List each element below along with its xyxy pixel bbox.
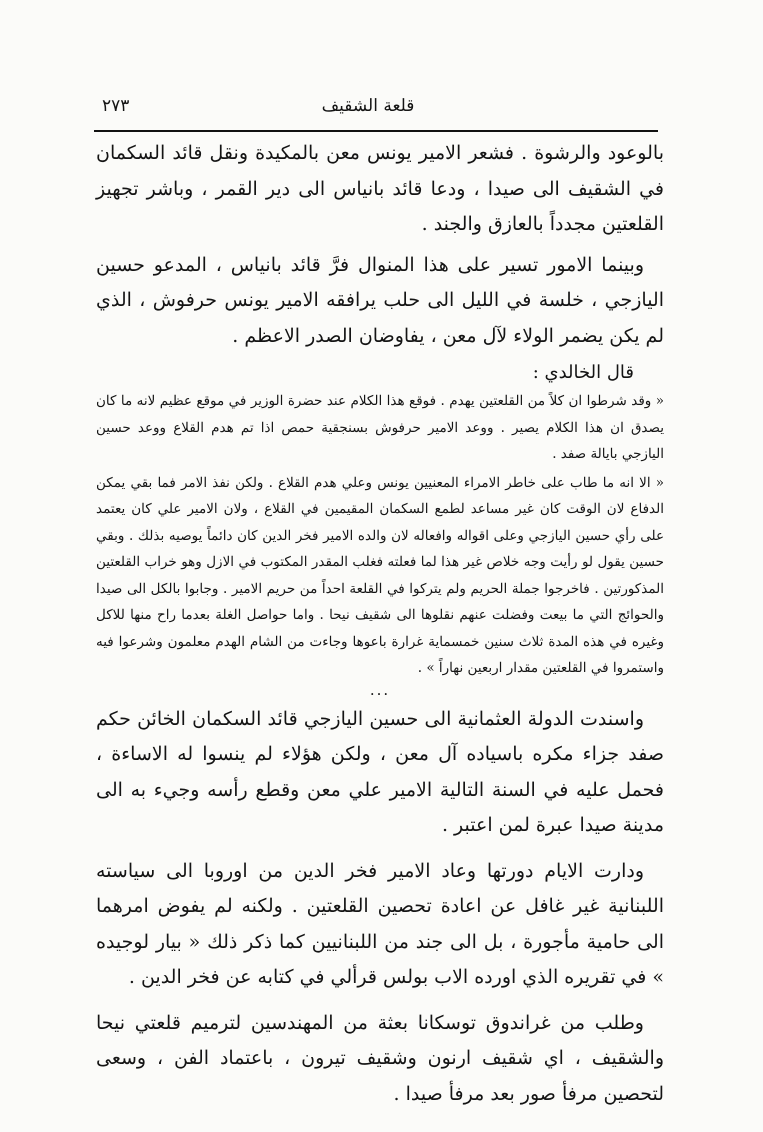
running-title: قلعة الشقيف <box>321 96 415 116</box>
quote-paragraph-2: « الا انه ما طاب على خاطر الامراء المعنيين يونس وعلي هدم القلاع . ولكن نفذ الامر فما بقي يمكن الدفاع لان الوقت كان غير مساعد لطمع السكمان المقيمين في القلاع ، ولان الامير علي كان يعتمد على رأي حسين اليازجي وعلى اقواله وافعاله لان والده الامير فخر الدين كان دائماً يوصيه بذلك . وبقي حسين يقول لو رأيت وجه خلاص غير هذا لما فعلته فغلب المقدر المكتوب في الازل وهو خراب القلعتين المذكورتين . فاخرجوا جملة الحريم ولم يتركوا في القلعة احداً من حريم الامير . وجابوا بالكل الى صيدا والحوائج التي ما بيعت وفضلت عنهم نقلوها الى شقيف نيحا . واما حواصل الغلة بعدما راح منها للاكل وغيره في هذه المدة ثلاث سنين خمسماية غرارة باعوها وجاءت من الشام الهدم معلمون وشرعوا فيه واستمروا في القلعتين مقدار اربعين نهاراً » . <box>96 474 664 676</box>
paragraph-4: ودارت الايام دورتها وعاد الامير فخر الدين من اوروبا الى سياسته اللبنانية غير غافل عن اعادة تحصين القلعتين . ولكنه لم يفوض امرهما الى حامية مأجورة ، بل الى جند من اللبنانيين كما ذكر ذلك « بيار لوجيده » في تقريره الذي اورده الاب بولس قرألي في كتابه عن فخر الدين . <box>96 859 664 988</box>
page-header <box>88 92 648 126</box>
section-break-dots: ... <box>369 680 391 699</box>
header-rule <box>94 130 658 132</box>
quote-attribution: قال الخالدي : <box>532 362 634 383</box>
page-number: ٢٧٣ <box>102 96 130 116</box>
page-body <box>96 136 664 1112</box>
paragraph-1: بالوعود والرشوة . فشعر الامير يونس معن بالمكيدة ونقل قائد السكمان في الشقيف الى صيدا ، ودعا قائد بانياس الى دير القمر ، وباشر تجهيز القلعتين مجدداً بالعازق والجند . <box>96 142 664 235</box>
paragraph-3: واسندت الدولة العثمانية الى حسين اليازجي قائد السكمان الخائن حكم صفد جزاء مكره باسياده آل معن ، ولكن هؤلاء لم ينسوا له الاساءة ، فحمل عليه في السنة التالية الامير علي معن وقطع رأسه وجيء به الى مدينة صيدا عبرة لمن اعتبر . <box>96 707 664 836</box>
paragraph-2: وبينما الامور تسير على هذا المنوال فرَّ قائد بانياس ، المدعو حسين اليازجي ، خلسة في الليل الى حلب يرافقه الامير يونس حرفوش ، الذي لم يكن يضمر الولاء لآل معن ، يفاوضان الصدر الاعظم . <box>96 253 664 347</box>
paragraph-5: وطلب من غراندوق توسكانا بعثة من المهندسين لترميم قلعتي نيحا والشقيف ، اي شقيف ارنون وشقيف تيرون ، باعتماد الفن ، وسعى لتحصين مرفأ صور بعد مرفأ صيدا . <box>96 1011 664 1105</box>
quote-paragraph-1: « وقد شرطوا ان كلاً من القلعتين يهدم . فوقع هذا الكلام عند حضرة الوزير في موقع عظيم لانه ما كان يصدق ان هذا الكلام يصير . ووعد الامير حرفوش بسنجقية حمص اذا تم هدم القلاع ووعد حسين اليازجي بايالة صفد . <box>96 393 664 462</box>
